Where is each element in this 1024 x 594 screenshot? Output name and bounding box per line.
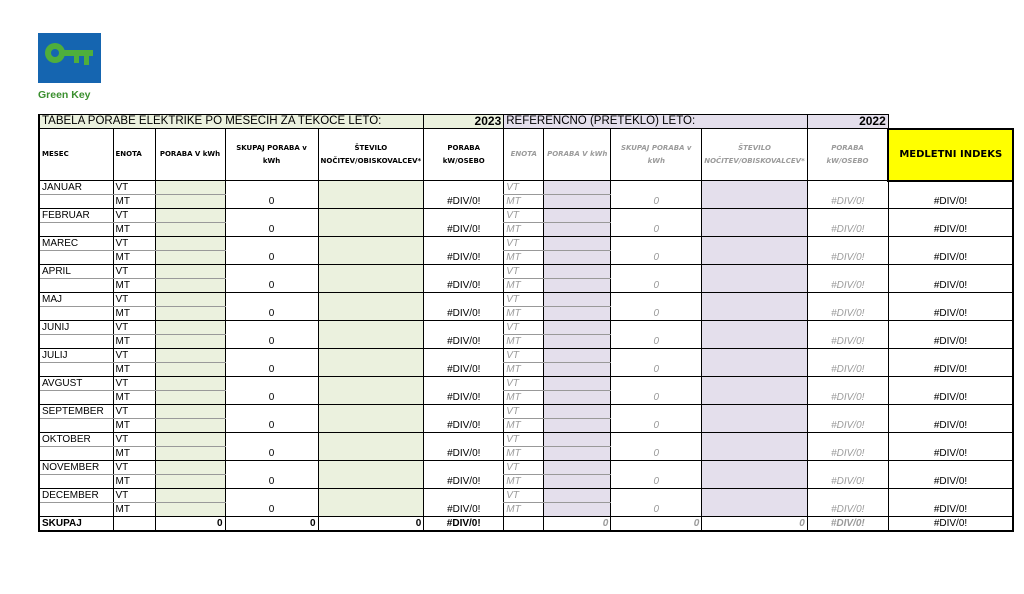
- poraba-vt-input[interactable]: [155, 405, 225, 419]
- poraba-vt-input[interactable]: [155, 293, 225, 307]
- ref-poraba-mt-input[interactable]: [544, 335, 611, 349]
- ref-poraba-vt-input[interactable]: [544, 349, 611, 363]
- electricity-consumption-table: [38, 114, 1014, 532]
- poraba-vt-input[interactable]: [155, 377, 225, 391]
- month-name: FEBRUAR: [39, 209, 113, 223]
- ref-skupaj-value: 0: [611, 195, 702, 209]
- header-stevilo: ŠTEVILO NOČITEV/OBISKOVALCEV*: [318, 129, 424, 181]
- ref-skupaj-value: 0: [611, 391, 702, 405]
- total-ref-poraba-osebo: #DIV/0!: [807, 517, 888, 532]
- header-row: [39, 129, 1013, 181]
- poraba-mt-input[interactable]: [155, 447, 225, 461]
- ref-skupaj-value: 0: [611, 419, 702, 433]
- ref-skupaj-value: 0: [611, 447, 702, 461]
- ref-poraba-mt-input[interactable]: [544, 223, 611, 237]
- ref-stevilo-input[interactable]: [702, 293, 808, 307]
- month-row-mt: [39, 195, 1013, 209]
- ref-unit-mt: MT: [504, 279, 544, 293]
- ref-skupaj-value: 0: [611, 475, 702, 489]
- poraba-osebo-value: #DIV/0!: [424, 195, 504, 209]
- stevilo-input[interactable]: [318, 265, 424, 279]
- month-row-vt: [39, 209, 1013, 223]
- header-ref-poraba-osebo: PORABA kW/OSEBO: [807, 129, 888, 181]
- poraba-vt-input[interactable]: [155, 321, 225, 335]
- ref-stevilo-input[interactable]: [702, 405, 808, 419]
- header-ref-skupaj: SKUPAJ PORABA v kWh: [611, 129, 702, 181]
- ref-poraba-vt-input[interactable]: [544, 293, 611, 307]
- ref-poraba-mt-input[interactable]: [544, 391, 611, 405]
- month-name: MAJ: [39, 293, 113, 307]
- ref-poraba-vt-input[interactable]: [544, 181, 611, 195]
- ref-poraba-osebo-value: #DIV/0!: [807, 195, 888, 209]
- ref-unit-vt: VT: [504, 237, 544, 251]
- poraba-mt-input[interactable]: [155, 251, 225, 265]
- ref-poraba-vt-input[interactable]: [544, 489, 611, 503]
- unit-vt: VT: [113, 293, 155, 307]
- stevilo-input[interactable]: [318, 489, 424, 503]
- skupaj-value: 0: [225, 475, 318, 489]
- month-row-vt: [39, 181, 1013, 195]
- title-row: [39, 115, 1013, 129]
- poraba-vt-input[interactable]: [155, 349, 225, 363]
- month-name: OKTOBER: [39, 433, 113, 447]
- poraba-osebo-value: #DIV/0!: [424, 503, 504, 517]
- unit-vt: VT: [113, 321, 155, 335]
- ref-poraba-osebo-value: #DIV/0!: [807, 391, 888, 405]
- month-row-mt: [39, 223, 1013, 237]
- poraba-mt-input[interactable]: [155, 363, 225, 377]
- total-ref-stevilo: 0: [702, 517, 808, 532]
- title-label: TABELA PORABE ELEKTRIKE PO MESECIH ZA TEKOČE LETO:: [39, 115, 424, 129]
- total-ref-poraba: 0: [544, 517, 611, 532]
- ref-title-year: 2022: [807, 115, 888, 129]
- ref-unit-mt: MT: [504, 419, 544, 433]
- ref-unit-vt: VT: [504, 349, 544, 363]
- poraba-mt-input[interactable]: [155, 223, 225, 237]
- unit-mt: MT: [113, 419, 155, 433]
- poraba-osebo-value: #DIV/0!: [424, 363, 504, 377]
- poraba-mt-input[interactable]: [155, 391, 225, 405]
- month-name: JANUAR: [39, 181, 113, 195]
- month-name: SEPTEMBER: [39, 405, 113, 419]
- unit-vt: VT: [113, 433, 155, 447]
- month-name: NOVEMBER: [39, 461, 113, 475]
- month-row-vt: [39, 293, 1013, 307]
- poraba-vt-input[interactable]: [155, 209, 225, 223]
- header-ref-stevilo: ŠTEVILO NOČITEV/OBISKOVALCEV*: [702, 129, 808, 181]
- index-value: #DIV/0!: [888, 419, 1013, 433]
- total-label: SKUPAJ: [39, 517, 113, 532]
- total-poraba: 0: [155, 517, 225, 532]
- total-row: [39, 517, 1013, 532]
- ref-poraba-vt-input[interactable]: [544, 209, 611, 223]
- total-stevilo: 0: [318, 517, 424, 532]
- unit-mt: MT: [113, 503, 155, 517]
- month-name: AVGUST: [39, 377, 113, 391]
- ref-poraba-mt-input[interactable]: [544, 503, 611, 517]
- ref-stevilo-input[interactable]: [702, 433, 808, 447]
- poraba-mt-input[interactable]: [155, 475, 225, 489]
- ref-unit-mt: MT: [504, 391, 544, 405]
- stevilo-input[interactable]: [318, 237, 424, 251]
- stevilo-input[interactable]: [318, 293, 424, 307]
- ref-poraba-vt-input[interactable]: [544, 405, 611, 419]
- skupaj-value: 0: [225, 503, 318, 517]
- poraba-vt-input[interactable]: [155, 433, 225, 447]
- ref-stevilo-input[interactable]: [702, 181, 808, 195]
- unit-vt: VT: [113, 181, 155, 195]
- total-poraba-osebo: #DIV/0!: [424, 517, 504, 532]
- ref-poraba-mt-input[interactable]: [544, 279, 611, 293]
- ref-poraba-osebo-value: #DIV/0!: [807, 503, 888, 517]
- ref-poraba-mt-input[interactable]: [544, 251, 611, 265]
- stevilo-input[interactable]: [318, 377, 424, 391]
- ref-title-label: REFERENČNO (PRETEKLO) LETO:: [504, 115, 808, 129]
- header-medletni-indeks: MEDLETNI INDEKS: [888, 129, 1013, 181]
- ref-unit-mt: MT: [504, 223, 544, 237]
- month-row-vt: [39, 377, 1013, 391]
- poraba-vt-input[interactable]: [155, 489, 225, 503]
- index-value: #DIV/0!: [888, 391, 1013, 405]
- index-value: #DIV/0!: [888, 279, 1013, 293]
- month-row-vt: [39, 489, 1013, 503]
- ref-skupaj-value: 0: [611, 223, 702, 237]
- ref-unit-vt: VT: [504, 405, 544, 419]
- ref-poraba-vt-input[interactable]: [544, 377, 611, 391]
- ref-poraba-mt-input[interactable]: [544, 419, 611, 433]
- poraba-osebo-value: #DIV/0!: [424, 251, 504, 265]
- poraba-osebo-value: #DIV/0!: [424, 391, 504, 405]
- header-poraba-osebo: PORABA kW/OSEBO: [424, 129, 504, 181]
- ref-poraba-osebo-value: #DIV/0!: [807, 279, 888, 293]
- poraba-osebo-value: #DIV/0!: [424, 335, 504, 349]
- month-row-mt: [39, 279, 1013, 293]
- unit-mt: MT: [113, 279, 155, 293]
- title-year: 2023: [424, 115, 504, 129]
- ref-unit-vt: VT: [504, 293, 544, 307]
- ref-skupaj-value: 0: [611, 307, 702, 321]
- ref-stevilo-input[interactable]: [702, 209, 808, 223]
- unit-mt: MT: [113, 447, 155, 461]
- stevilo-input[interactable]: [318, 321, 424, 335]
- unit-mt: MT: [113, 223, 155, 237]
- month-row-mt: [39, 447, 1013, 461]
- stevilo-input[interactable]: [318, 405, 424, 419]
- skupaj-value: 0: [225, 307, 318, 321]
- poraba-vt-input[interactable]: [155, 181, 225, 195]
- unit-vt: VT: [113, 237, 155, 251]
- index-value: #DIV/0!: [888, 475, 1013, 489]
- unit-mt: MT: [113, 307, 155, 321]
- ref-poraba-osebo-value: #DIV/0!: [807, 251, 888, 265]
- ref-unit-vt: VT: [504, 461, 544, 475]
- ref-poraba-mt-input[interactable]: [544, 195, 611, 209]
- poraba-mt-input[interactable]: [155, 503, 225, 517]
- ref-unit-vt: VT: [504, 265, 544, 279]
- ref-stevilo-input[interactable]: [702, 377, 808, 391]
- unit-vt: VT: [113, 209, 155, 223]
- skupaj-value: 0: [225, 223, 318, 237]
- index-value: #DIV/0!: [888, 195, 1013, 209]
- ref-unit-mt: MT: [504, 475, 544, 489]
- month-row-mt: [39, 307, 1013, 321]
- skupaj-value: 0: [225, 447, 318, 461]
- month-row-mt: [39, 251, 1013, 265]
- index-value: #DIV/0!: [888, 447, 1013, 461]
- month-row-mt: [39, 335, 1013, 349]
- unit-vt: VT: [113, 377, 155, 391]
- poraba-vt-input[interactable]: [155, 461, 225, 475]
- index-value: #DIV/0!: [888, 503, 1013, 517]
- ref-unit-mt: MT: [504, 195, 544, 209]
- month-name: JULIJ: [39, 349, 113, 363]
- skupaj-value: 0: [225, 335, 318, 349]
- unit-vt: VT: [113, 489, 155, 503]
- poraba-mt-input[interactable]: [155, 195, 225, 209]
- ref-poraba-osebo-value: #DIV/0!: [807, 475, 888, 489]
- poraba-vt-input[interactable]: [155, 265, 225, 279]
- poraba-mt-input[interactable]: [155, 335, 225, 349]
- skupaj-value: 0: [225, 195, 318, 209]
- stevilo-input[interactable]: [318, 349, 424, 363]
- ref-poraba-mt-input[interactable]: [544, 475, 611, 489]
- stevilo-input[interactable]: [318, 461, 424, 475]
- ref-unit-vt: VT: [504, 433, 544, 447]
- header-skupaj: SKUPAJ PORABA v kWh: [225, 129, 318, 181]
- total-index: #DIV/0!: [888, 517, 1013, 532]
- key-icon: [38, 33, 101, 83]
- green-key-logo: [38, 33, 102, 101]
- ref-poraba-mt-input[interactable]: [544, 307, 611, 321]
- ref-unit-vt: VT: [504, 181, 544, 195]
- ref-unit-vt: VT: [504, 321, 544, 335]
- index-value: #DIV/0!: [888, 223, 1013, 237]
- ref-unit-mt: MT: [504, 503, 544, 517]
- ref-unit-mt: MT: [504, 447, 544, 461]
- ref-poraba-vt-input[interactable]: [544, 237, 611, 251]
- ref-stevilo-input[interactable]: [702, 237, 808, 251]
- unit-mt: MT: [113, 251, 155, 265]
- ref-poraba-vt-input[interactable]: [544, 321, 611, 335]
- index-value: #DIV/0!: [888, 307, 1013, 321]
- month-name: DECEMBER: [39, 489, 113, 503]
- poraba-osebo-value: #DIV/0!: [424, 279, 504, 293]
- ref-stevilo-input[interactable]: [702, 461, 808, 475]
- month-row-mt: [39, 363, 1013, 377]
- month-row-vt: [39, 237, 1013, 251]
- poraba-osebo-value: #DIV/0!: [424, 475, 504, 489]
- poraba-mt-input[interactable]: [155, 307, 225, 321]
- skupaj-value: 0: [225, 251, 318, 265]
- month-row-mt: [39, 475, 1013, 489]
- header-mesec: MESEC: [39, 129, 113, 181]
- unit-mt: MT: [113, 475, 155, 489]
- poraba-osebo-value: #DIV/0!: [424, 419, 504, 433]
- ref-unit-vt: VT: [504, 489, 544, 503]
- month-name: APRIL: [39, 265, 113, 279]
- skupaj-value: 0: [225, 363, 318, 377]
- index-value: #DIV/0!: [888, 335, 1013, 349]
- unit-mt: MT: [113, 391, 155, 405]
- ref-poraba-mt-input[interactable]: [544, 447, 611, 461]
- ref-poraba-osebo-value: #DIV/0!: [807, 307, 888, 321]
- month-row-mt: [39, 503, 1013, 517]
- month-row-vt: [39, 461, 1013, 475]
- poraba-osebo-value: #DIV/0!: [424, 447, 504, 461]
- ref-skupaj-value: 0: [611, 279, 702, 293]
- index-value: #DIV/0!: [888, 363, 1013, 377]
- logo-text: Green Key: [38, 89, 91, 101]
- ref-poraba-osebo-value: #DIV/0!: [807, 447, 888, 461]
- ref-stevilo-input[interactable]: [702, 321, 808, 335]
- ref-stevilo-input[interactable]: [702, 265, 808, 279]
- ref-stevilo-input[interactable]: [702, 489, 808, 503]
- unit-mt: MT: [113, 363, 155, 377]
- skupaj-value: 0: [225, 279, 318, 293]
- skupaj-value: 0: [225, 419, 318, 433]
- ref-skupaj-value: 0: [611, 363, 702, 377]
- stevilo-input[interactable]: [318, 181, 424, 195]
- month-row-vt: [39, 265, 1013, 279]
- unit-vt: VT: [113, 461, 155, 475]
- poraba-mt-input[interactable]: [155, 279, 225, 293]
- poraba-mt-input[interactable]: [155, 419, 225, 433]
- ref-poraba-osebo-value: #DIV/0!: [807, 335, 888, 349]
- unit-vt: VT: [113, 265, 155, 279]
- month-row-vt: [39, 405, 1013, 419]
- month-row-mt: [39, 391, 1013, 405]
- ref-poraba-mt-input[interactable]: [544, 363, 611, 377]
- ref-poraba-osebo-value: #DIV/0!: [807, 363, 888, 377]
- ref-skupaj-value: 0: [611, 251, 702, 265]
- header-enota: ENOTA: [113, 129, 155, 181]
- ref-unit-mt: MT: [504, 335, 544, 349]
- ref-unit-mt: MT: [504, 363, 544, 377]
- total-skupaj: 0: [225, 517, 318, 532]
- month-row-vt: [39, 349, 1013, 363]
- stevilo-input[interactable]: [318, 433, 424, 447]
- ref-skupaj-value: 0: [611, 335, 702, 349]
- ref-unit-vt: VT: [504, 377, 544, 391]
- unit-vt: VT: [113, 405, 155, 419]
- ref-stevilo-input[interactable]: [702, 349, 808, 363]
- ref-poraba-vt-input[interactable]: [544, 433, 611, 447]
- index-value: #DIV/0!: [888, 251, 1013, 265]
- ref-poraba-osebo-value: #DIV/0!: [807, 223, 888, 237]
- month-name: MAREC: [39, 237, 113, 251]
- poraba-osebo-value: #DIV/0!: [424, 223, 504, 237]
- ref-unit-mt: MT: [504, 307, 544, 321]
- month-name: JUNIJ: [39, 321, 113, 335]
- ref-skupaj-value: 0: [611, 503, 702, 517]
- unit-mt: MT: [113, 335, 155, 349]
- ref-unit-mt: MT: [504, 251, 544, 265]
- poraba-vt-input[interactable]: [155, 237, 225, 251]
- header-poraba: PORABA V kWh: [155, 129, 225, 181]
- header-ref-enota: ENOTA: [504, 129, 544, 181]
- month-row-vt: [39, 321, 1013, 335]
- ref-poraba-osebo-value: #DIV/0!: [807, 419, 888, 433]
- unit-vt: VT: [113, 349, 155, 363]
- month-row-vt: [39, 433, 1013, 447]
- ref-poraba-vt-input[interactable]: [544, 265, 611, 279]
- ref-poraba-vt-input[interactable]: [544, 461, 611, 475]
- header-ref-poraba: PORABA V kWh: [544, 129, 611, 181]
- skupaj-value: 0: [225, 391, 318, 405]
- month-row-mt: [39, 419, 1013, 433]
- ref-unit-vt: VT: [504, 209, 544, 223]
- total-ref-skupaj: 0: [611, 517, 702, 532]
- stevilo-input[interactable]: [318, 209, 424, 223]
- unit-mt: MT: [113, 195, 155, 209]
- poraba-osebo-value: #DIV/0!: [424, 307, 504, 321]
